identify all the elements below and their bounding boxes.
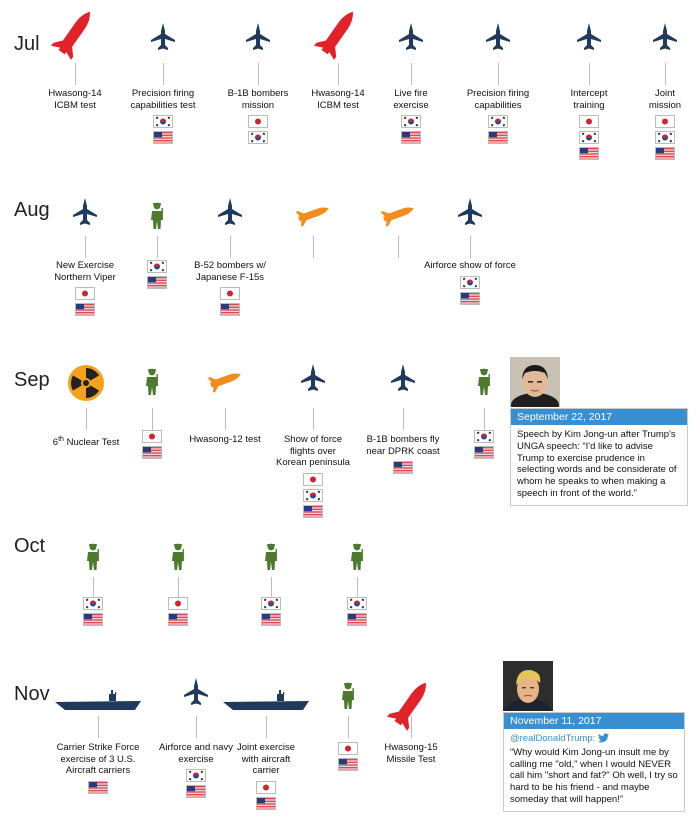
soldier-icon	[340, 682, 356, 715]
japan-flag-icon	[248, 115, 268, 128]
usa-flag-icon	[186, 785, 206, 798]
country-flags	[168, 597, 188, 626]
usa-flag-icon	[579, 147, 599, 160]
event-label: Precision firing capabilities	[466, 88, 530, 111]
twitter-handle[interactable]: @realDonaldTrump:	[510, 733, 596, 744]
kim-quote-text: Speech by Kim Jong-un after Trump's UNGA speech: “I'd like to advise Trump to exercise prudence in selecting words and be considerate of whom he speaks to when making a speech in front of the world.”	[517, 429, 677, 499]
usa-flag-icon	[460, 292, 480, 305]
oct-event	[128, 537, 228, 687]
connector-line	[484, 408, 485, 430]
connector-line	[163, 63, 164, 85]
event-label: Live fire exercise	[393, 88, 429, 111]
japan-flag-icon	[220, 287, 240, 300]
event-label: Intercept training	[570, 88, 608, 111]
missile-red-icon	[310, 5, 366, 66]
south-korea-flag-icon	[261, 597, 281, 610]
trump-quote-body	[504, 729, 684, 811]
country-flags	[655, 115, 675, 160]
missile-red-icon	[47, 5, 103, 66]
aug-event	[420, 196, 520, 346]
usa-flag-icon	[220, 303, 240, 316]
donald-trump-photo	[503, 661, 553, 711]
country-flags	[261, 597, 281, 626]
south-korea-flag-icon	[460, 276, 480, 289]
country-flags	[248, 115, 268, 144]
usa-flag-icon	[347, 613, 367, 626]
connector-line	[357, 577, 358, 599]
month-label-nov: Nov	[14, 683, 50, 705]
event-label: Joint exercise with aircraft carrier	[236, 742, 296, 776]
missile-orange-icon	[372, 196, 424, 237]
country-flags	[338, 742, 358, 771]
event-label: Hwasong-14 ICBM test	[48, 88, 102, 111]
event-label: Hwasong-14 ICBM test	[311, 88, 365, 111]
soldier-icon	[476, 368, 492, 401]
trump-quote-card	[503, 712, 685, 812]
fighter-jet-icon	[300, 364, 326, 397]
trump-quote-date: November 11, 2017	[504, 713, 684, 729]
soldier-icon	[263, 543, 279, 576]
soldier-icon	[85, 543, 101, 576]
jul-event	[448, 5, 548, 155]
japan-flag-icon	[142, 430, 162, 443]
country-flags	[347, 597, 367, 626]
country-flags	[474, 430, 494, 459]
country-flags	[460, 276, 480, 305]
event-label: 6th Nuclear Test	[52, 436, 120, 449]
event-label: Carrier Strike Force exercise of 3 U.S. Aircraft carriers	[56, 742, 140, 776]
connector-line	[403, 408, 404, 430]
usa-flag-icon	[75, 303, 95, 316]
country-flags	[401, 115, 421, 144]
south-korea-flag-icon	[655, 131, 675, 144]
fighter-jet-icon	[485, 23, 511, 56]
missile-orange-icon	[287, 196, 339, 237]
usa-flag-icon	[393, 461, 413, 474]
connector-line	[313, 408, 314, 430]
aircraft-carrier-icon	[223, 690, 309, 717]
usa-flag-icon	[303, 505, 323, 518]
connector-line	[75, 63, 76, 85]
connector-line	[225, 408, 226, 430]
connector-line	[98, 716, 99, 738]
japan-flag-icon	[338, 742, 358, 755]
connector-line	[178, 577, 179, 599]
south-korea-flag-icon	[347, 597, 367, 610]
fighter-jet-icon	[150, 23, 176, 56]
event-label: B-1B bombers fly near DPRK coast	[366, 434, 440, 457]
oct-event	[307, 537, 407, 687]
usa-flag-icon	[88, 781, 108, 794]
usa-flag-icon	[261, 613, 281, 626]
country-flags	[75, 287, 95, 316]
japan-flag-icon	[256, 781, 276, 794]
usa-flag-icon	[83, 613, 103, 626]
connector-line	[230, 236, 231, 258]
connector-line	[398, 236, 399, 258]
trump-quote-text: “Why would Kim Jong-un insult me by calling me "old," when I would NEVER call him "short and fat?" Oh well, I try so hard to be his friend - and maybe someday that will happen!”	[510, 746, 678, 805]
fighter-jet-icon	[390, 364, 416, 397]
country-flags	[256, 781, 276, 810]
connector-line	[338, 63, 339, 85]
connector-line	[665, 63, 666, 85]
jul-event	[615, 5, 700, 155]
connector-line	[498, 63, 499, 85]
radiation-icon	[67, 364, 105, 407]
south-korea-flag-icon	[186, 769, 206, 782]
connector-line	[152, 408, 153, 430]
country-flags	[220, 287, 240, 316]
event-label: Show of force flights over Korean peninsula	[276, 434, 350, 468]
south-korea-flag-icon	[579, 131, 599, 144]
south-korea-flag-icon	[401, 115, 421, 128]
month-label-jul: Jul	[14, 33, 40, 55]
country-flags	[488, 115, 508, 144]
usa-flag-icon	[153, 131, 173, 144]
usa-flag-icon	[142, 446, 162, 459]
country-flags	[153, 115, 173, 144]
usa-flag-icon	[401, 131, 421, 144]
japan-flag-icon	[655, 115, 675, 128]
jul-event	[113, 5, 213, 155]
connector-line	[470, 236, 471, 258]
south-korea-flag-icon	[83, 597, 103, 610]
south-korea-flag-icon	[147, 260, 167, 273]
event-label: Joint mission	[648, 88, 682, 111]
country-flags	[88, 781, 108, 794]
south-korea-flag-icon	[474, 430, 494, 443]
connector-line	[266, 716, 267, 738]
sep-event	[175, 362, 275, 512]
south-korea-flag-icon	[488, 115, 508, 128]
country-flags	[142, 430, 162, 459]
connector-line	[258, 63, 259, 85]
country-flags	[186, 769, 206, 798]
connector-line	[157, 236, 158, 258]
soldier-icon	[170, 543, 186, 576]
event-label: B-52 bombers w/ Japanese F-15s	[194, 260, 266, 283]
country-flags	[83, 597, 103, 626]
jul-event	[361, 5, 461, 155]
connector-line	[411, 63, 412, 85]
month-label-sep: Sep	[14, 369, 50, 391]
event-label: Precision firing capabilities test	[130, 88, 196, 111]
connector-line	[348, 716, 349, 738]
country-flags	[393, 461, 413, 474]
oct-event	[221, 537, 321, 687]
fighter-jet-icon	[652, 23, 678, 56]
south-korea-flag-icon	[248, 131, 268, 144]
connector-line	[589, 63, 590, 85]
nov-event	[48, 676, 148, 826]
kim-quote-card	[510, 408, 688, 506]
usa-flag-icon	[338, 758, 358, 771]
country-flags	[303, 473, 323, 518]
soldier-icon	[349, 543, 365, 576]
connector-line	[86, 408, 87, 430]
soldier-icon	[149, 202, 165, 235]
south-korea-flag-icon	[153, 115, 173, 128]
fighter-jet-icon	[72, 198, 98, 231]
japan-flag-icon	[75, 287, 95, 300]
usa-flag-icon	[168, 613, 188, 626]
japan-flag-icon	[303, 473, 323, 486]
japan-flag-icon	[579, 115, 599, 128]
event-label: Hwasong-12 test	[189, 434, 261, 445]
aircraft-carrier-icon	[55, 690, 141, 717]
usa-flag-icon	[655, 147, 675, 160]
event-label: Hwasong-15 Missile Test	[384, 742, 438, 765]
usa-flag-icon	[256, 797, 276, 810]
connector-line	[93, 577, 94, 599]
japan-flag-icon	[168, 597, 188, 610]
nov-event	[361, 676, 461, 826]
fighter-jet-icon	[398, 23, 424, 56]
sep-event	[263, 362, 363, 512]
event-label: Airforce and navy exercise	[159, 742, 233, 765]
twitter-bird-icon	[598, 733, 609, 747]
jul-event	[25, 5, 125, 155]
country-flags	[147, 260, 167, 289]
event-label: New Exercise Northern Viper	[54, 260, 116, 283]
connector-line	[196, 716, 197, 738]
missile-orange-icon	[199, 362, 251, 403]
south-korea-flag-icon	[303, 489, 323, 502]
connector-line	[85, 236, 86, 258]
fighter-jet-icon	[217, 198, 243, 231]
fighter-jet-icon	[457, 198, 483, 231]
event-label: Airforce show of force	[424, 260, 516, 271]
month-label-oct: Oct	[14, 535, 46, 557]
usa-flag-icon	[147, 276, 167, 289]
usa-flag-icon	[474, 446, 494, 459]
connector-line	[411, 716, 412, 738]
kim-jong-un-photo	[510, 357, 560, 407]
event-label: B-1B bombers mission	[227, 88, 289, 111]
connector-line	[313, 236, 314, 258]
soldier-icon	[144, 368, 160, 401]
connector-line	[271, 577, 272, 599]
country-flags	[579, 115, 599, 160]
usa-flag-icon	[488, 131, 508, 144]
fighter-jet-icon	[245, 23, 271, 56]
fighter-jet-icon	[576, 23, 602, 56]
fighter-jet-icon	[183, 678, 209, 711]
kim-quote-date: September 22, 2017	[511, 409, 687, 425]
month-label-aug: Aug	[14, 199, 50, 221]
